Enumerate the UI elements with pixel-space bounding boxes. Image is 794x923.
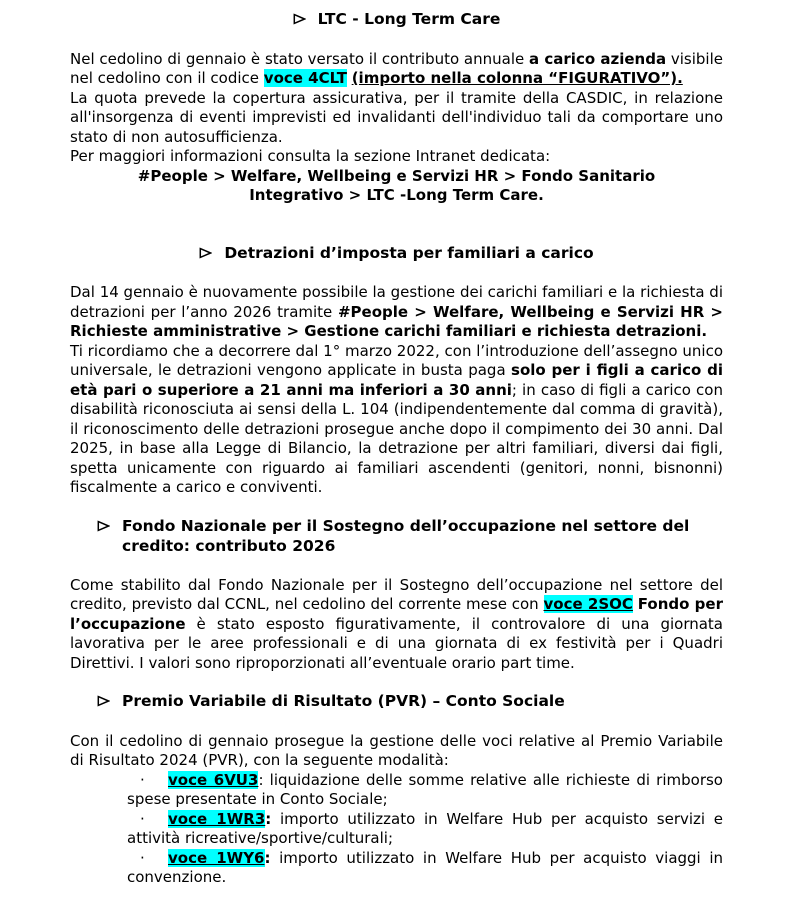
detrazioni-paragraph-gestione: Dal 14 gennaio è nuovamente possibile la gestione dei carichi familiari e la richiesta di detrazioni per l’anno 2026 tramite #People > Welfare, Wellbeing e Servizi HR > Richieste amministrative > Gestione carichi familiari e richiesta detrazioni. bbox=[70, 283, 723, 340]
ltc-paragraph-info: Per maggiori informazioni consulta la sezione Intranet dedicata: bbox=[70, 147, 551, 165]
ltc-paragraph-contributo: Nel cedolino di gennaio è stato versato il contributo annuale a carico azienda visibile nel cedolino con il codice voce 4CLT (importo nella colonna “FIGURATIVO”). bbox=[70, 49, 723, 87]
arrow-bullet-icon bbox=[199, 245, 212, 265]
heading-fondo-nazionale bbox=[70, 517, 723, 557]
heading-detrazioni bbox=[70, 244, 723, 265]
list-bullet-dot: · bbox=[140, 770, 145, 789]
pvr-paragraph-intro: Con il cedolino di gennaio prosegue la gestione delle voci relative al Premio Variabile di Risultato 2024 (PVR), con la seguente modalità: bbox=[70, 731, 723, 769]
pvr-list-item-6vu3 bbox=[127, 771, 723, 810]
pvr-list-item-1wr3 bbox=[127, 810, 723, 849]
pvr-list-item-1wy6 bbox=[127, 849, 723, 888]
fondo-paragraph-contributo: Come stabilito dal Fondo Nazionale per il Sostegno dell’occupazione nel settore del credito, previsto dal CCNL, nel cedolino del corrente mese con voce 2SOC Fondo per l’occupazione è stato esposto figurativamente, il controvalore di una giornata lavorativa per le aree professionali e di una giornata di ex festività per i Quadri Direttivi. I valori sono riproporzionati all’eventuale orario part time. bbox=[70, 575, 723, 672]
heading-fondo-nazionale-text: Fondo Nazionale per il Sostegno dell’occupazione nel settore del credito: contributo 2026 bbox=[122, 516, 690, 555]
heading-detrazioni-text: Detrazioni d’imposta per familiari a carico bbox=[224, 243, 594, 262]
heading-pvr-text: Premio Variabile di Risultato (PVR) – Conto Sociale bbox=[122, 692, 565, 710]
ltc-paragraph-quota: La quota prevede la copertura assicurativa, per il tramite della CASDIC, in relazione all'insorgenza di eventi imprevisti ed invalidanti dell'individuo tali da comportare uno stato di non autosufficienza. bbox=[70, 88, 723, 146]
detrazioni-paragraph-ricordiamo: Ti ricordiamo che a decorrere dal 1° marzo 2022, con l’introduzione dell’assegno unico universale, le detrazioni vengono applicate in busta paga solo per i figli a carico di età pari o superiore a 21 anni ma inferiori a 30 anni; in caso di figli a carico con disabilità riconosciuta ai sensi della L. 104 (indipendentemente dal comma di gravità), il riconoscimento delle detrazioni prosegue anche dopo il compimento dei 30 anni. Dal 2025, in base alla Legge di Bilancio, la detrazione per altri familiari, diversi dai figli, spetta unicamente con riguardo ai familiari ascendenti (genitori, nonni, bisnonni) fiscalmente a carico e conviventi. bbox=[70, 341, 723, 496]
heading-ltc-text: LTC - Long Term Care bbox=[317, 10, 501, 28]
pvr-list-item-6vu3-text: voce 6VU3: liquidazione delle somme relative alle richieste di rimborso spese presentate in Conto Sociale; bbox=[127, 770, 723, 808]
heading-pvr bbox=[70, 692, 723, 713]
arrow-bullet-icon bbox=[293, 11, 306, 31]
heading-ltc bbox=[70, 10, 723, 31]
arrow-bullet-icon bbox=[97, 518, 110, 538]
pvr-list-item-1wr3-text: voce 1WR3: importo utilizzato in Welfare Hub per acquisto servizi e attività ricreative/sportive/culturali; bbox=[127, 809, 723, 847]
ltc-intranet-path: #People > Welfare, Wellbeing e Servizi HR > Fondo Sanitario Integrativo > LTC -Long Term Care. bbox=[137, 166, 656, 204]
pvr-list-item-1wy6-text: voce 1WY6: importo utilizzato in Welfare Hub per acquisto viaggi in convenzione. bbox=[127, 848, 723, 886]
list-bullet-dot: · bbox=[140, 809, 145, 828]
arrow-bullet-icon bbox=[97, 693, 110, 713]
list-bullet-dot: · bbox=[140, 848, 145, 867]
